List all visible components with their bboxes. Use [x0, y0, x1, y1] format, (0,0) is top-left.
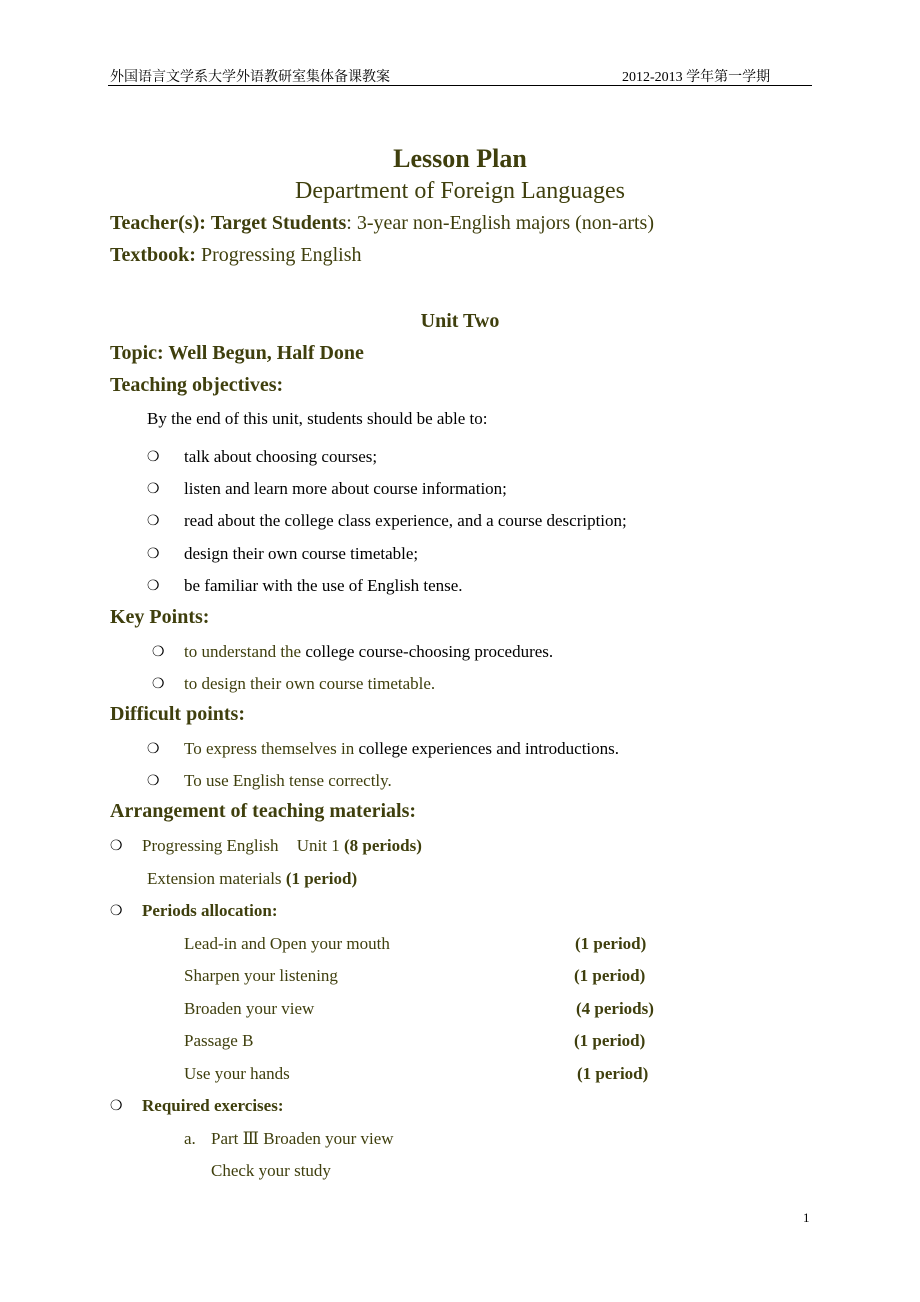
- allocation-label: Broaden your view: [184, 999, 315, 1018]
- difficult-point-text-b: college experiences and introductions.: [354, 739, 620, 758]
- bullet-icon: ❍: [147, 449, 160, 465]
- key-point-text-a: to design their own course timetable.: [184, 674, 436, 693]
- bullet-icon: ❍: [152, 676, 165, 692]
- bullet-icon: ❍: [147, 481, 160, 497]
- allocation-periods: (4 periods): [576, 999, 654, 1018]
- teacher-line: [110, 212, 654, 235]
- objective-item: read about the college class experience, and a course description;: [184, 511, 627, 530]
- textbook-label: Textbook:: [110, 244, 196, 266]
- allocation-periods: (1 period): [574, 1031, 646, 1050]
- unit-heading: Unit Two: [420, 310, 500, 332]
- difficult-point-text-a: To use English tense correctly.: [184, 771, 392, 790]
- target-students-value: : 3-year non-English majors (non-arts): [346, 212, 654, 234]
- allocation-periods: (1 period): [575, 934, 647, 953]
- difficult-points-heading: Difficult points:: [110, 703, 245, 725]
- key-point-item: [184, 674, 435, 694]
- bullet-icon: ❍: [152, 644, 165, 660]
- page-title: Lesson Plan: [393, 144, 527, 173]
- key-point-text-b: college course-choosing procedures.: [301, 642, 554, 661]
- unit-periods: (8 periods): [343, 836, 422, 855]
- textbook-line: [110, 244, 362, 267]
- bullet-icon: ❍: [147, 578, 160, 594]
- objective-item: listen and learn more about course information;: [184, 479, 507, 498]
- allocation-label: Sharpen your listening: [184, 966, 338, 985]
- textbook-unit-line: [142, 836, 422, 856]
- unit-name: Unit 1: [296, 836, 340, 855]
- allocation-periods: (1 period): [577, 1064, 649, 1083]
- extension-line: [147, 869, 357, 889]
- topic-heading: Topic: Well Begun, Half Done: [110, 342, 364, 364]
- difficult-point-item: [184, 739, 619, 759]
- required-heading: Required exercises:: [142, 1096, 284, 1115]
- objectives-intro: By the end of this unit, students should be able to:: [147, 409, 488, 428]
- bullet-icon: ❍: [147, 513, 160, 529]
- bullet-icon: ❍: [147, 546, 160, 562]
- allocation-label: Passage B: [184, 1031, 254, 1050]
- allocation-label: Use your hands: [184, 1064, 290, 1083]
- difficult-point-text-a: To express themselves in: [184, 739, 355, 758]
- objective-item: design their own course timetable;: [184, 544, 419, 563]
- header-right: 2012-2013 学年第一学期: [622, 70, 771, 85]
- header-rule: [108, 85, 812, 86]
- bullet-icon: ❍: [110, 1098, 123, 1114]
- allocation-heading: Periods allocation:: [142, 901, 278, 920]
- key-points-heading: Key Points:: [110, 606, 210, 628]
- objective-item: be familiar with the use of English tense.: [184, 576, 463, 595]
- department-subtitle: Department of Foreign Languages: [295, 178, 625, 204]
- objective-item: talk about choosing courses;: [184, 447, 378, 466]
- allocation-periods: (1 period): [574, 966, 646, 985]
- target-students-label: Target Students: [210, 212, 347, 234]
- difficult-point-item: [184, 771, 392, 791]
- arrangement-heading: Arrangement of teaching materials:: [110, 800, 417, 822]
- bullet-icon: ❍: [147, 741, 160, 757]
- required-part: Part Ⅲ Broaden your view: [211, 1129, 394, 1148]
- objectives-heading: Teaching objectives:: [110, 374, 284, 396]
- key-point-text-a: to understand the: [184, 642, 302, 661]
- textbook-value: Progressing English: [200, 244, 362, 266]
- header-left: 外国语言文学系大学外语教研室集体备课教案: [110, 70, 390, 85]
- required-sub: Check your study: [211, 1161, 331, 1180]
- bullet-icon: ❍: [147, 773, 160, 789]
- extension-periods: (1 period): [285, 869, 358, 888]
- teacher-label: Teacher(s):: [110, 212, 206, 234]
- bullet-icon: ❍: [110, 838, 123, 854]
- book-name: Progressing English: [142, 836, 279, 855]
- page-number: 1: [803, 1210, 810, 1225]
- bullet-icon: ❍: [110, 903, 123, 919]
- extension-label: Extension materials: [147, 869, 282, 888]
- allocation-label: Lead-in and Open your mouth: [184, 934, 390, 953]
- required-marker: a.: [184, 1129, 196, 1148]
- key-point-item: [184, 642, 553, 662]
